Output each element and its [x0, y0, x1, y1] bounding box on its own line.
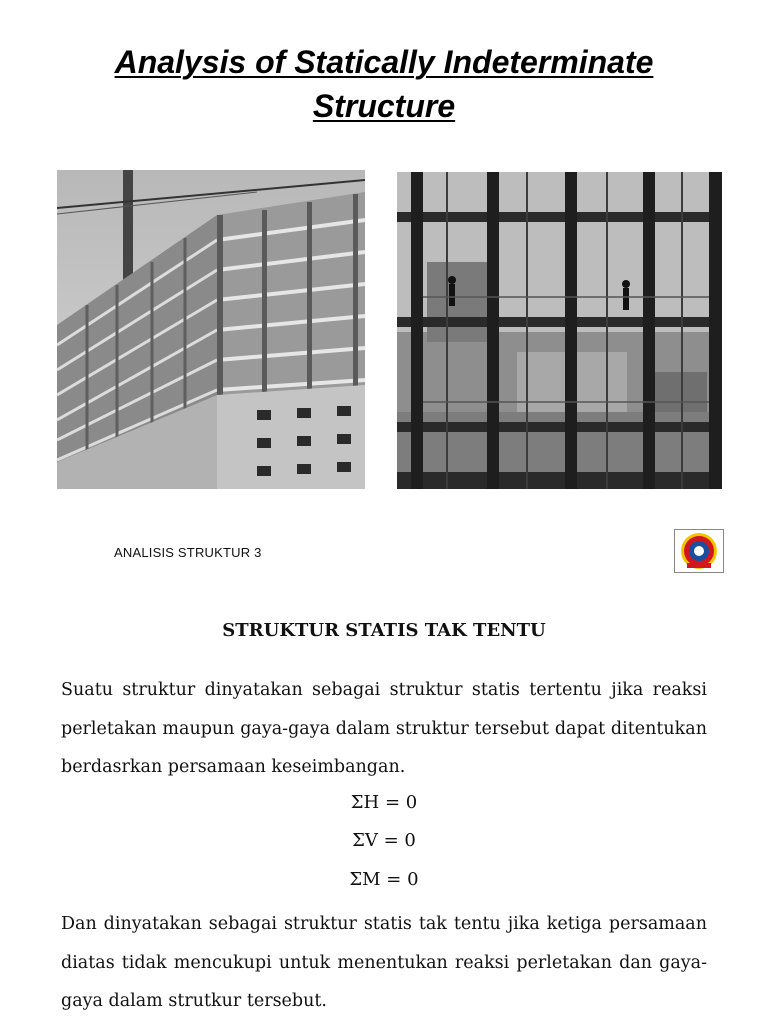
building-under-construction-photo: [57, 170, 365, 489]
title-line-2: Structure: [312, 88, 456, 124]
steel-frame-structure-photo: [397, 172, 722, 489]
equation-sum-h: ΣH = 0: [350, 792, 418, 813]
course-label: ANALISIS STRUKTUR 3: [114, 545, 262, 560]
title-line-1: Analysis of Statically Indeterminate: [114, 44, 654, 80]
document-title: [0, 40, 768, 128]
equation-sum-m: ΣM = 0: [349, 869, 419, 890]
paragraph-definition-determinate: Suatu struktur dinyatakan sebagai struktur statis tertentu jika reaksi perletakan maupun gaya-gaya dalam struktur tersebut dapat ditentukan berdasrkan persamaan keseimbangan.: [61, 680, 707, 777]
section-heading: STRUKTUR STATIS TAK TENTU: [222, 620, 546, 641]
equation-sum-v: ΣV = 0: [352, 830, 416, 851]
university-logo: [674, 529, 724, 573]
paragraph-definition-indeterminate: Dan dinyatakan sebagai struktur statis tak tentu jika ketiga persamaan diatas tidak mencukupi untuk menentukan reaksi perletakan dan gaya-gaya dalam strutkur tersebut.: [61, 914, 707, 1011]
